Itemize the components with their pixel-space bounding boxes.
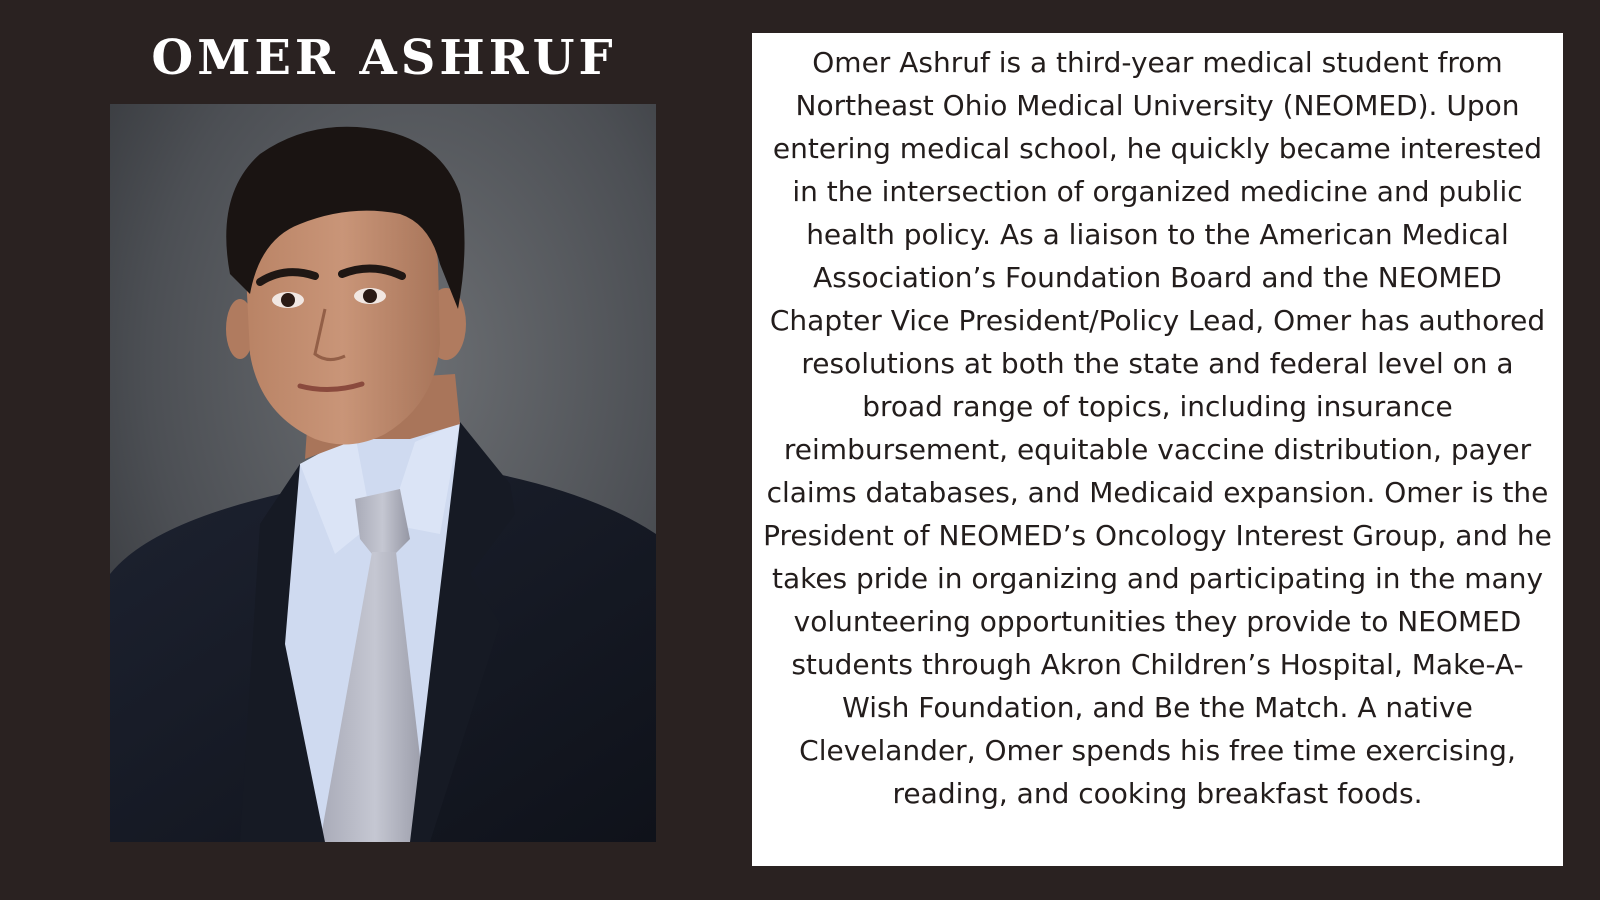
profile-name: OMER ASHRUF bbox=[151, 30, 617, 86]
portrait-photo bbox=[110, 104, 656, 842]
bio-panel bbox=[752, 33, 1563, 866]
bio-text: Omer Ashruf is a third-year medical student from Northeast Ohio Medical University (NEOMED). Upon entering medical school, he quickly became interested in the intersection of organized medicine and public health policy. As a liaison to the American Medical Association’s Foundation Board and the NEOMED Chapter Vice President/Policy Lead, Omer has authored resolutions at both the state and federal level on a broad range of topics, including insurance reimbursement, equitable vaccine distribution, payer claims databases, and Medicaid expansion. Omer is the President of NEOMED’s Oncology Interest Group, and he takes pride in organizing and participating in the many volunteering opportunities they provide to NEOMED students through Akron Children’s Hospital, Make-A-Wish Foundation, and Be the Match. A native Clevelander, Omer spends his free time exercising, reading, and cooking breakfast foods. bbox=[763, 46, 1552, 810]
